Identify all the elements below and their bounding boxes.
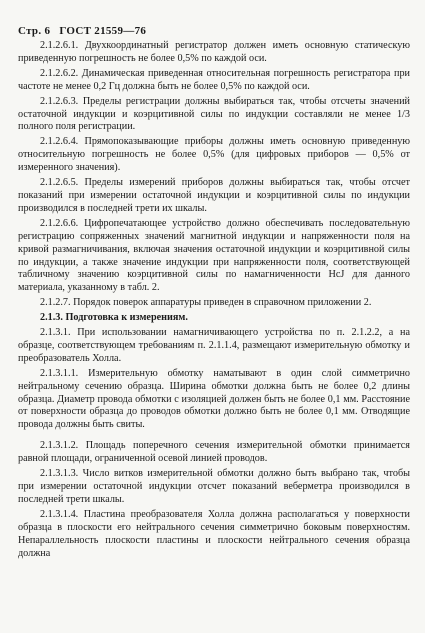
paragraph: 2.1.2.6.3. Пределы регистрации должны выбираться так, чтобы отсчеты значений остаточной индукции и коэрцитивной силы по индукции составляли не менее 1/3 полного поля регистрации.	[18, 95, 410, 133]
paragraph: 2.1.2.6.6. Цифропечатающее устройство должно обеспечивать последовательную регистрацию сопряженных значений магнитной индукции и напряженности поля на кривой размагничивания, включая значения остаточной индукции и коэрцитивной силы по индукции, а также значение индукции при напряженности поля, соответствующей табличному значению коэрцитивной силы по намагниченности HcJ для данного материала, указанному в табл. 2.	[18, 217, 410, 294]
paragraph: 2.1.2.6.4. Прямопоказывающие приборы должны иметь основную приведенную относительную погрешность не более 0,5% (для цифровых приборов — 0,5% от измеренного значения).	[18, 136, 410, 174]
paragraph: 2.1.2.7. Порядок поверок аппаратуры приведен в справочном приложении 2.	[40, 297, 372, 309]
paragraph: 2.1.2.6.5. Пределы измерений приборов должны выбираться так, чтобы отсчет показаний при измерении остаточной индукции и коэрцитивной силы по индукции производился в последней трети их шкалы.	[18, 177, 410, 214]
paragraph: 2.1.2.6.2. Динамическая приведенная относительная погрешность регистратора при частоте не менее 0,2 Гц должна быть не более 0,5% по каждой оси.	[18, 67, 410, 92]
paragraph: 2.1.3.1.3. Число витков измерительной обмотки должно быть выбрано так, чтобы при измерении остаточной индукции отсчет показаний веберметра производился в последней трети шкалы.	[18, 468, 410, 505]
paragraph: 2.1.3.1. При использовании намагничивающего устройства по п. 2.1.2.2, а на образце, соответствующем требованиям п. 2.1.1.4, размещают измерительную обмотку и преобразователь Холла.	[18, 327, 410, 364]
paragraph: 2.1.3.1.4. Пластина преобразователя Холла должна располагаться у поверхности образца в плоскости его нейтрального сечения симметрично боковым поверхностям. Непараллельность плоскости пластины и плоскости нейтрального сечения образца должна	[18, 508, 410, 559]
section-heading: 2.1.3. Подготовка к измерениям.	[40, 312, 188, 324]
document-body	[18, 40, 410, 562]
paragraph: 2.1.3.1.2. Площадь поперечного сечения измерительной обмотки принимается равной площади, ограниченной осевой линией проводов.	[18, 440, 410, 465]
page-number: Стр. 6	[18, 25, 51, 37]
page-header	[18, 25, 152, 37]
standard-code: ГОСТ 21559—76	[59, 25, 147, 37]
paragraph: 2.1.2.6.1. Двухкоординатный регистратор должен иметь основную статическую приведенную погрешность не более 0,5% по каждой оси.	[18, 40, 410, 64]
paragraph: 2.1.3.1.1. Измерительную обмотку наматывают в один слой симметрично нейтральному сечению образца. Ширина обмотки должна быть не более 0,2 длины образца. Диаметр провода обмотки с изоляцией должен быть не более 0,1 мм. Расстояние от поверхности образца до проводов обмотки должно быть не более 0,1 мм. Отводящие провода должны быть свиты.	[18, 367, 410, 431]
